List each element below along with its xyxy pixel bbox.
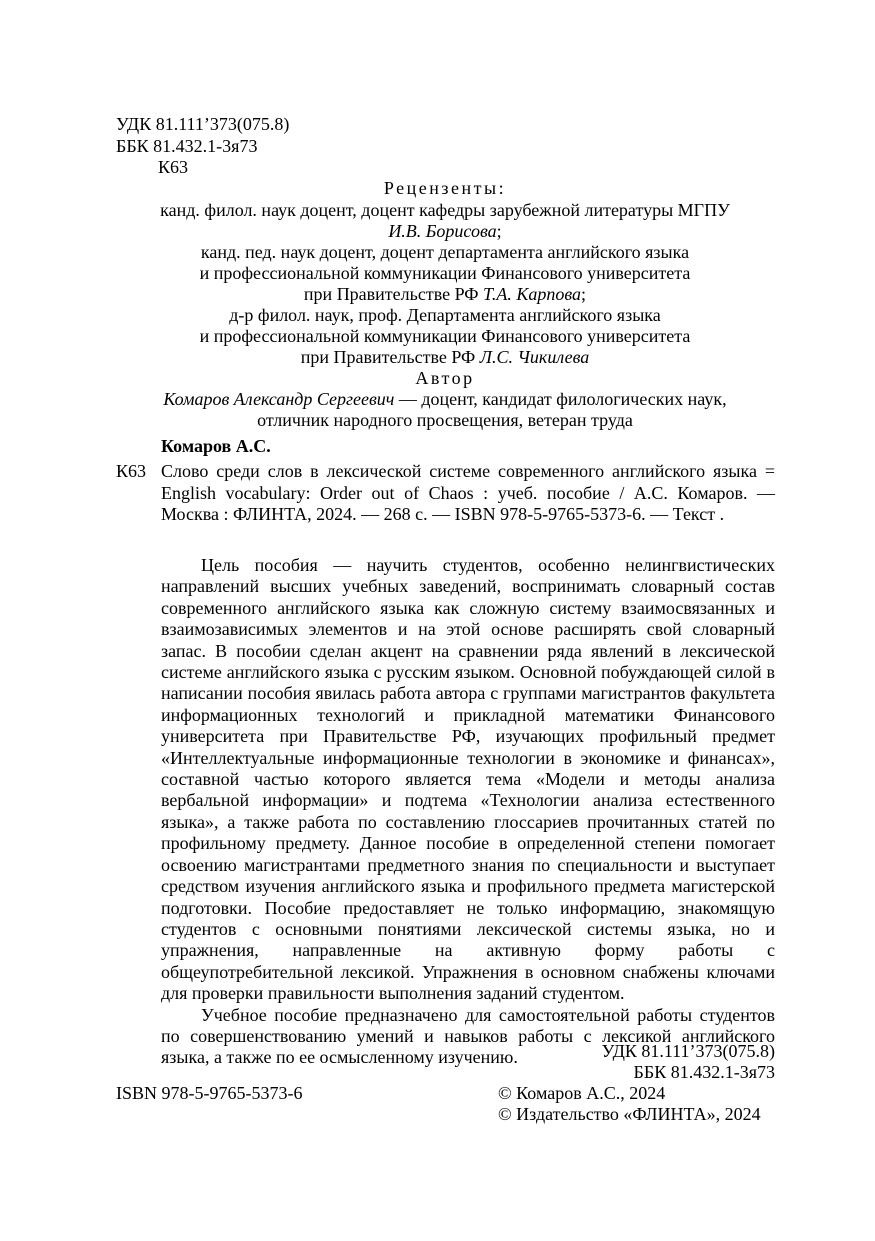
footer-udk: УДК 81.111’373(075.8) — [601, 1041, 775, 1061]
copyright-author: © Комаров А.С., 2024 — [498, 1083, 666, 1103]
record-cipher: К63 — [116, 461, 147, 481]
reviewer-3-affiliation: и профессиональной коммуникации Финансового университета — [199, 326, 691, 346]
copyright-publisher: © Издательство «ФЛИНТА», 2024 — [498, 1104, 761, 1124]
bbk-code: ББК 81.432.1-3я73 — [116, 136, 258, 156]
reviewer-1-position: канд. филол. наук доцент, доцент кафедры зарубежной литературы МГПУ — [160, 200, 730, 220]
reviewer-2-position: канд. пед. наук доцент, доцент департамента английского языка — [200, 242, 690, 262]
udk-code: УДК 81.111’373(075.8) — [116, 114, 290, 134]
author-mark: К63 — [158, 157, 189, 177]
record-author: Комаров А.С. — [161, 436, 271, 456]
author-full-name: Комаров Александр Сергеевич — [163, 389, 395, 409]
reviewer-3-name-line: при Правительстве РФ Л.С. Чикилева — [300, 347, 590, 367]
abstract — [161, 555, 775, 1069]
author-honors: отличник народного просвещения, ветеран труда — [257, 410, 633, 430]
abstract-paragraph-1: Цель пособия — научить студентов, особенно нелингвистических направлений высших учебных заведений, воспринимать словарный состав современного английского языка как сложную систему взаимосвязанных и взаимозависимых элементов и на этой основе расширять свой словарный запас. В пособии сделан акцент на сравнении ряда явлений в лексической системе английского языка с русским языком. Основной побуждающей силой в написании пособия явилась работа автора с группами магистрантов факультета информационных технологий и прикладной математики Финансового университета при Правительстве РФ, изучающих профильный предмет «Интеллектуальные информационные технологии в экономике и финансах», составной частью которого является тема «Модели и методы анализа вербальной информации» и подтема «Технологии анализа естественного языка», а также работа по составлению глоссариев прочитанных статей по профильному предмету. Данное пособие в определенной степени помогает освоению магистрантами предметного знания по специальности и выступает средством изучения английского языка и профильного предмета магистерской подготовки. Пособие предоставляет не только информацию, знакомящую студентов с основными понятиями лексической системы языка, но и упражнения, направленные на активную форму работы с общеупотребительной лексикой. Упражнения в основном снабжены ключами для проверки правильности выполнения заданий студентом. — [161, 555, 775, 1004]
reviewer-2-name-line: при Правительстве РФ Т.А. Карпова; — [303, 284, 587, 304]
footer-isbn: ISBN 978-5-9765-5373-6 — [116, 1083, 303, 1103]
author-heading: Автор — [415, 368, 475, 388]
footer-bbk: ББК 81.432.1-3я73 — [633, 1062, 775, 1082]
bibliographic-description: Слово среди слов в лексической системе современного английского языка = English vocabulary: Order out of Chaos : учеб. пособие / А.С. Комаров. — Москва : ФЛИНТА, 2024. — 268 с. — ISBN 978-5-9765-5373-6. — Текст . — [161, 461, 775, 524]
author-description: Комаров Александр Сергеевич — доцент, кандидат филологических наук, — [163, 389, 727, 409]
reviewer-1-name-line: И.В. Борисова; — [388, 221, 502, 241]
reviewers-heading: Рецензенты: — [383, 178, 507, 198]
reviewer-3-name: Л.С. Чикилева — [479, 347, 590, 367]
reviewer-2-affiliation: и профессиональной коммуникации Финансового университета — [199, 263, 691, 283]
reviewer-3-position: д-р филол. наук, проф. Департамента английского языка — [229, 305, 661, 325]
reviewer-2-name: Т.А. Карпова — [483, 284, 582, 304]
reviewer-1-name: И.В. Борисова — [388, 221, 497, 241]
abstract-paragraph-2: Учебное пособие предназначено для самостоятельной работы студентов по совершенствованию умений и навыков работы с лексикой английского языка, а также по ее осмысленному изучению. — [161, 1004, 775, 1068]
